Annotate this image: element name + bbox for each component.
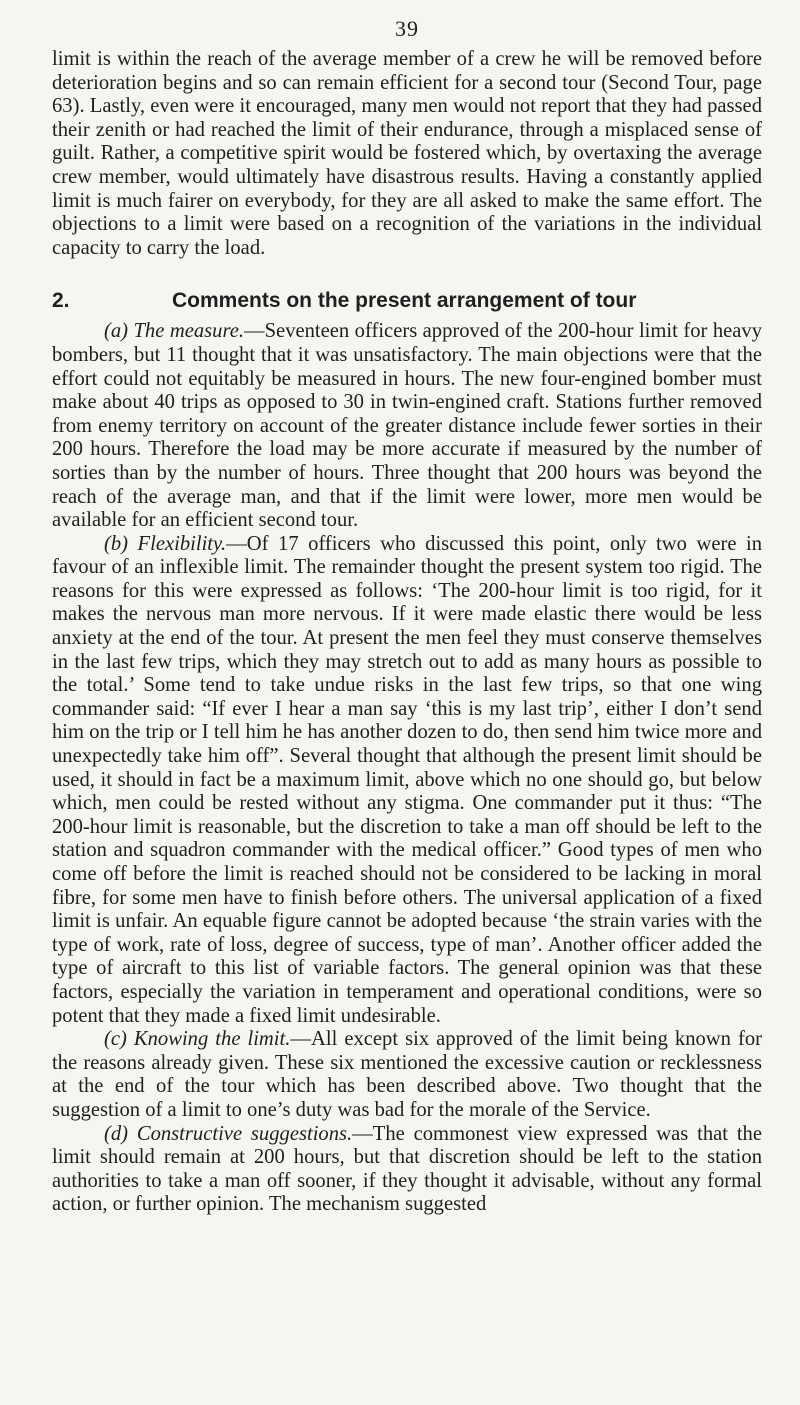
subsection-c-label: (c) Knowing the limit. xyxy=(104,1028,291,1051)
subsection-a-text: —Seventeen officers approved of the 200-hour limit for heavy bombers, but 11 thought that it was unsatisfactory. The main objections were that the effort could not equitably be measured in hours. The new four-engined bomber must make about 40 trips as opposed to 30 in twin-engined craft. Stations further removed from enemy territory on account of the greater distance include fewer sorties in their 200 hours. Therefore the load may be more accurate if measured by the number of sorties than by the number of hours. Three thought that 200 hours was beyond the reach of the average man, and that if the limit were lower, more men would be available for an efficient second tour. xyxy=(52,320,762,532)
subsection-a-label: (a) The measure. xyxy=(104,320,244,343)
subsection-a xyxy=(52,320,762,532)
section-title: Comments on the present arrangement of tour xyxy=(172,289,637,313)
subsection-d xyxy=(52,1123,762,1217)
subsection-c xyxy=(52,1028,762,1122)
intro-paragraph: limit is within the reach of the average member of a crew he will be removed before deterioration begins and so can remain efficient for a second tour (Second Tour, page 63). Lastly, even were it encouraged, many men would not report that they had passed their zenith or had reached the limit of their endurance, through a misplaced sense of guilt. Rather, a competitive spirit would be fostered which, by overtaxing the average crew member, would ultimately have disastrous results. Having a constantly applied limit is much fairer on everybody, for they are all asked to make the same effort. The objections to a limit were based on a recognition of the variations in the individual capacity to carry the load. xyxy=(52,48,762,259)
subsection-d-text: —The commonest view expressed was that the limit should remain at 200 hours, but that discretion should be left to the station authorities to take a man off sooner, if they thought it advisable, without any formal action, or further opinion. The mechanism suggested xyxy=(52,1122,762,1216)
subsection-c-text: —All except six approved of the limit being known for the reasons already given. These six mentioned the excessive caution or recklessness at the end of the tour which has been described above. Two thought that the suggestion of a limit to one’s duty was bad for the morale of the Service. xyxy=(52,1028,762,1121)
subsection-d-label: (d) Constructive suggestions. xyxy=(104,1122,353,1145)
section-number: 2. xyxy=(52,289,70,313)
subsection-b-label: (b) Flexibility. xyxy=(104,532,227,555)
subsection-b-text: —Of 17 officers who discussed this point, only two were in favour of an inflexible limit. The remainder thought the present system too rigid. The reasons for this were expressed as follows: ‘The 200-hour limit is too rigid, for it makes the nervous man more nervous. If it were made elastic there would be less anxiety at the end of the tour. At present the men feel they must conserve themselves in the last few trips, which they may stretch out to add as many hours as possible to the total.’ Some tend to take undue risks in the last few trips, so that one wing commander said: “If ever I hear a man say ‘this is my last trip’, either I don’t send him on the trip or I tell him he has another dozen to do, then send him twice more and unexpectedly take him off”. Several thought that although the present limit should be used, it should in fact be a maximum limit, above which no one should go, but below which, men could be rested without any stigma. One commander put it thus: “The 200-hour limit is reasonable, but the discretion to take a man off should be left to the station and squadron commander with the medical officer.” Good types of men who come off before the limit is reached should not be considered to be lacking in moral fibre, for some men have to finish before others. The universal application of a fixed limit is unfair. An equable figure cannot be adopted because ‘the strain varies with the type of work, rate of loss, degree of success, type of man’. Another officer added the type of aircraft to this list of variable factors. The general opinion was that these factors, especially the variation in temperament and operational conditions, were so potent that they made a fixed limit undesirable. xyxy=(52,532,762,1027)
section-heading xyxy=(52,288,762,314)
subsection-b xyxy=(52,533,762,1028)
page-number: 39 xyxy=(395,16,419,41)
